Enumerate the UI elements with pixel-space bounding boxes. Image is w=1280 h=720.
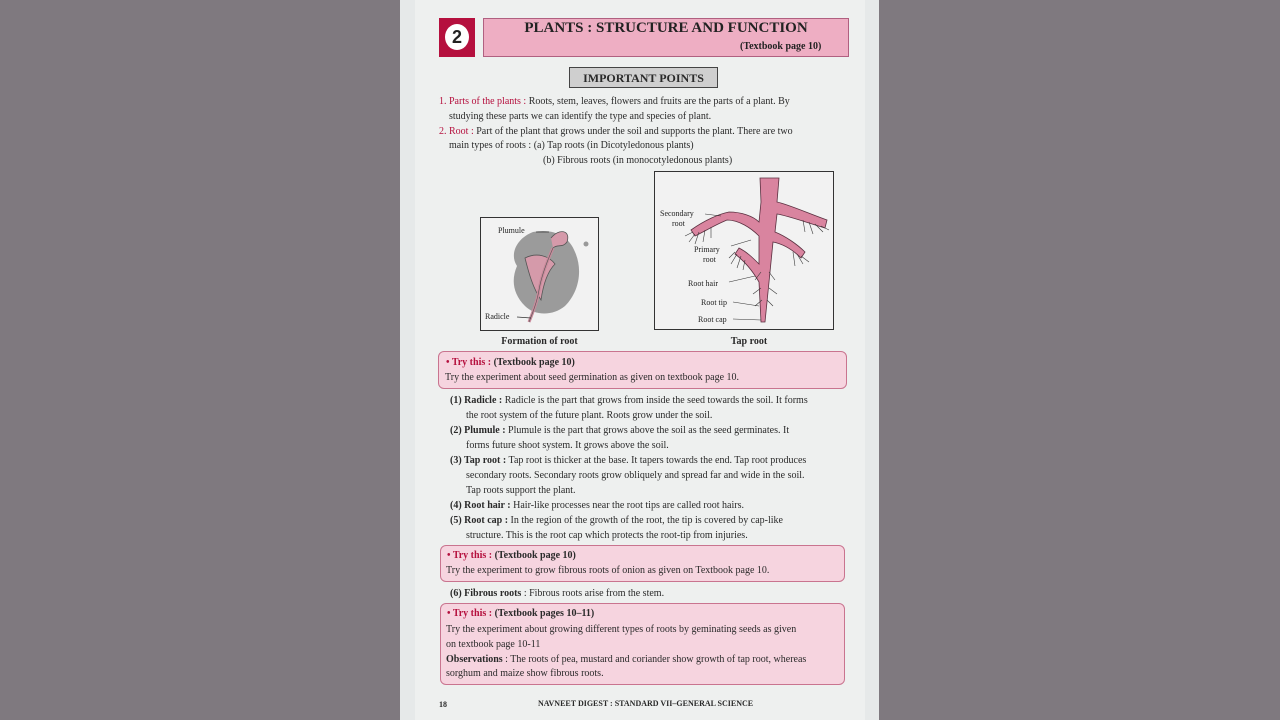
secondary-root-label-1: Secondary [660, 209, 694, 218]
def-root-cap: (5) Root cap : In the region of the growth of the root, the tip is covered by cap-like [450, 515, 783, 526]
primary-root-label-1: Primary [694, 245, 720, 254]
tap-root-caption: Tap root [730, 336, 768, 347]
important-points-heading: IMPORTANT POINTS [569, 67, 718, 88]
def-taproot-line2: secondary roots. Secondary roots grow obliquely and spread far and wide in the soil. [466, 470, 805, 481]
observations-line2: sorghum and maize show fibrous roots. [446, 668, 604, 679]
root-tip-label: Root tip [701, 298, 728, 307]
page-number: 18 [439, 700, 447, 709]
root-cap-label: Root cap [698, 315, 727, 324]
background-right [879, 0, 1280, 720]
point-2-line3: (b) Fibrous roots (in monocotyledonous plants) [543, 155, 733, 166]
point-1-line2: studying these parts we can identify the type and species of plant. [449, 111, 712, 122]
def-fibrous-roots: (6) Fibrous roots : Fibrous roots arise from the stem. [450, 588, 665, 599]
try-this-3-line2: on textbook page 10-11 [446, 639, 541, 650]
def-radicle: (1) Radicle : Radicle is the part that grows from inside the seed towards the soil. It forms [450, 395, 808, 406]
try-this-3-line1: Try the experiment about growing different types of roots by geminating seeds as given [446, 624, 797, 635]
try-this-3-heading: • Try this : (Textbook pages 10–11) [447, 608, 595, 619]
try-this-1-heading: • Try this : (Textbook page 10) [446, 357, 575, 368]
point-1: 1. Parts of the plants : Roots, stem, leaves, flowers and fruits are the parts of a plant. By [439, 96, 790, 107]
def-root-cap-line2: structure. This is the root cap which protects the root-tip from injuries. [466, 530, 748, 541]
background-left [0, 0, 400, 720]
def-plumule-line2: forms future shoot system. It grows above the soil. [466, 440, 669, 451]
observations: Observations : The roots of pea, mustard and coriander show growth of tap root, whereas [446, 654, 807, 665]
try-this-1-text: Try the experiment about seed germination as given on textbook page 10. [445, 372, 740, 383]
tap-root-figure [654, 171, 834, 330]
chapter-textbook-ref: (Textbook page 10) [740, 41, 822, 52]
point-2-line2: main types of roots : (a) Tap roots (in Dicotyledonous plants) [449, 140, 694, 151]
try-this-2-heading: • Try this : (Textbook page 10) [447, 550, 576, 561]
radicle-label: Radicle [485, 312, 510, 321]
primary-root-label-2: root [703, 255, 716, 264]
def-taproot-line3: Tap roots support the plant. [466, 485, 576, 496]
chapter-number: 2 [445, 24, 469, 50]
def-plumule: (2) Plumule : Plumule is the part that grows above the soil as the seed germinates. It [450, 425, 790, 436]
def-root-hair: (4) Root hair : Hair-like processes near the root tips are called root hairs. [450, 500, 744, 511]
def-taproot: (3) Tap root : Tap root is thicker at the base. It tapers towards the end. Tap root produces [450, 455, 807, 466]
tap-root-drawing [655, 172, 833, 329]
root-hair-label: Root hair [688, 279, 718, 288]
try-this-2-text: Try the experiment to grow fibrous roots of onion as given on Textbook page 10. [446, 565, 770, 576]
plumule-label: Plumule [498, 226, 525, 235]
formation-of-root-caption: Formation of root [501, 336, 578, 347]
secondary-root-label-2: root [672, 219, 685, 228]
def-radicle-line2: the root system of the future plant. Roots grow under the soil. [466, 410, 713, 421]
point-2: 2. Root : Part of the plant that grows under the soil and supports the plant. There are two [439, 126, 793, 137]
footer-text: NAVNEET DIGEST : STANDARD VII–GENERAL SCIENCE [538, 699, 754, 708]
chapter-title: PLANTS : STRUCTURE AND FUNCTION [524, 20, 808, 36]
